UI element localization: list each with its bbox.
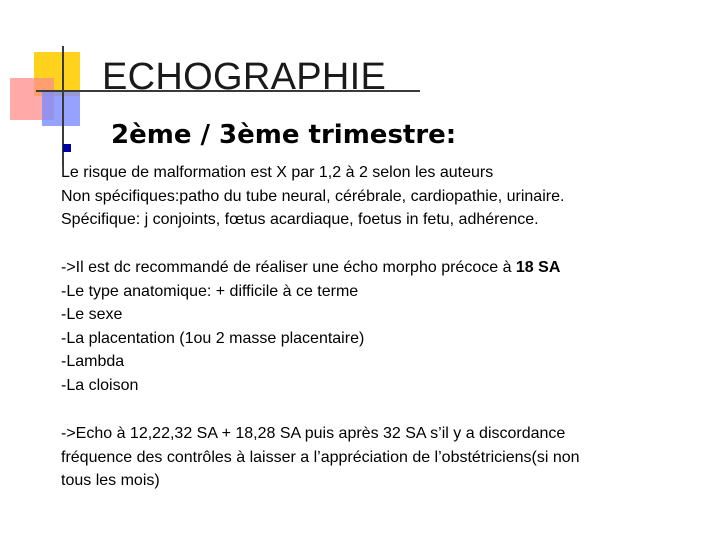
text-line (61, 256, 560, 280)
paragraph-block-3 (61, 422, 580, 493)
bullet-square-icon (63, 144, 71, 152)
text-line: fréquence des contrôles à laisser a l’appréciation de l’obstétriciens(si non (61, 448, 580, 466)
text-line: tous les mois) (61, 472, 160, 489)
text-run: ->Il est dc recommandé de réaliser une écho morpho précoce à (61, 259, 516, 276)
text-line: ->Echo à 12,22,32 SA + 18,28 SA puis après 32 SA s’il y a discordance (61, 425, 566, 442)
text-line: Spécifique: j conjoints, fœtus acardiaque, foetus in fetu, adhérence. (61, 211, 539, 228)
text-line: Non spécifiques:patho du tube neural, cérébrale, cardiopathie, urinaire. (61, 187, 565, 205)
text-line: -La placentation (1ou 2 masse placentaire) (61, 329, 365, 347)
text-line: -Le sexe (61, 306, 123, 323)
text-line: -Lambda (61, 353, 125, 370)
blue-square-decoration (42, 92, 80, 126)
paragraph-block-2 (61, 256, 560, 397)
text-line: Le risque de malformation est X par 1,2 à 2 selon les auteurs (61, 164, 494, 181)
bold-text-run: 18 SA (515, 259, 561, 276)
slide-title: ECHOGRAPHIE (102, 56, 387, 98)
text-line: -Le type anatomique: + difficile à ce terme (61, 282, 359, 300)
paragraph-block-1 (61, 161, 564, 232)
slide-subtitle: 2ème / 3ème trimestre: (111, 120, 457, 150)
text-line: -La cloison (61, 376, 139, 394)
